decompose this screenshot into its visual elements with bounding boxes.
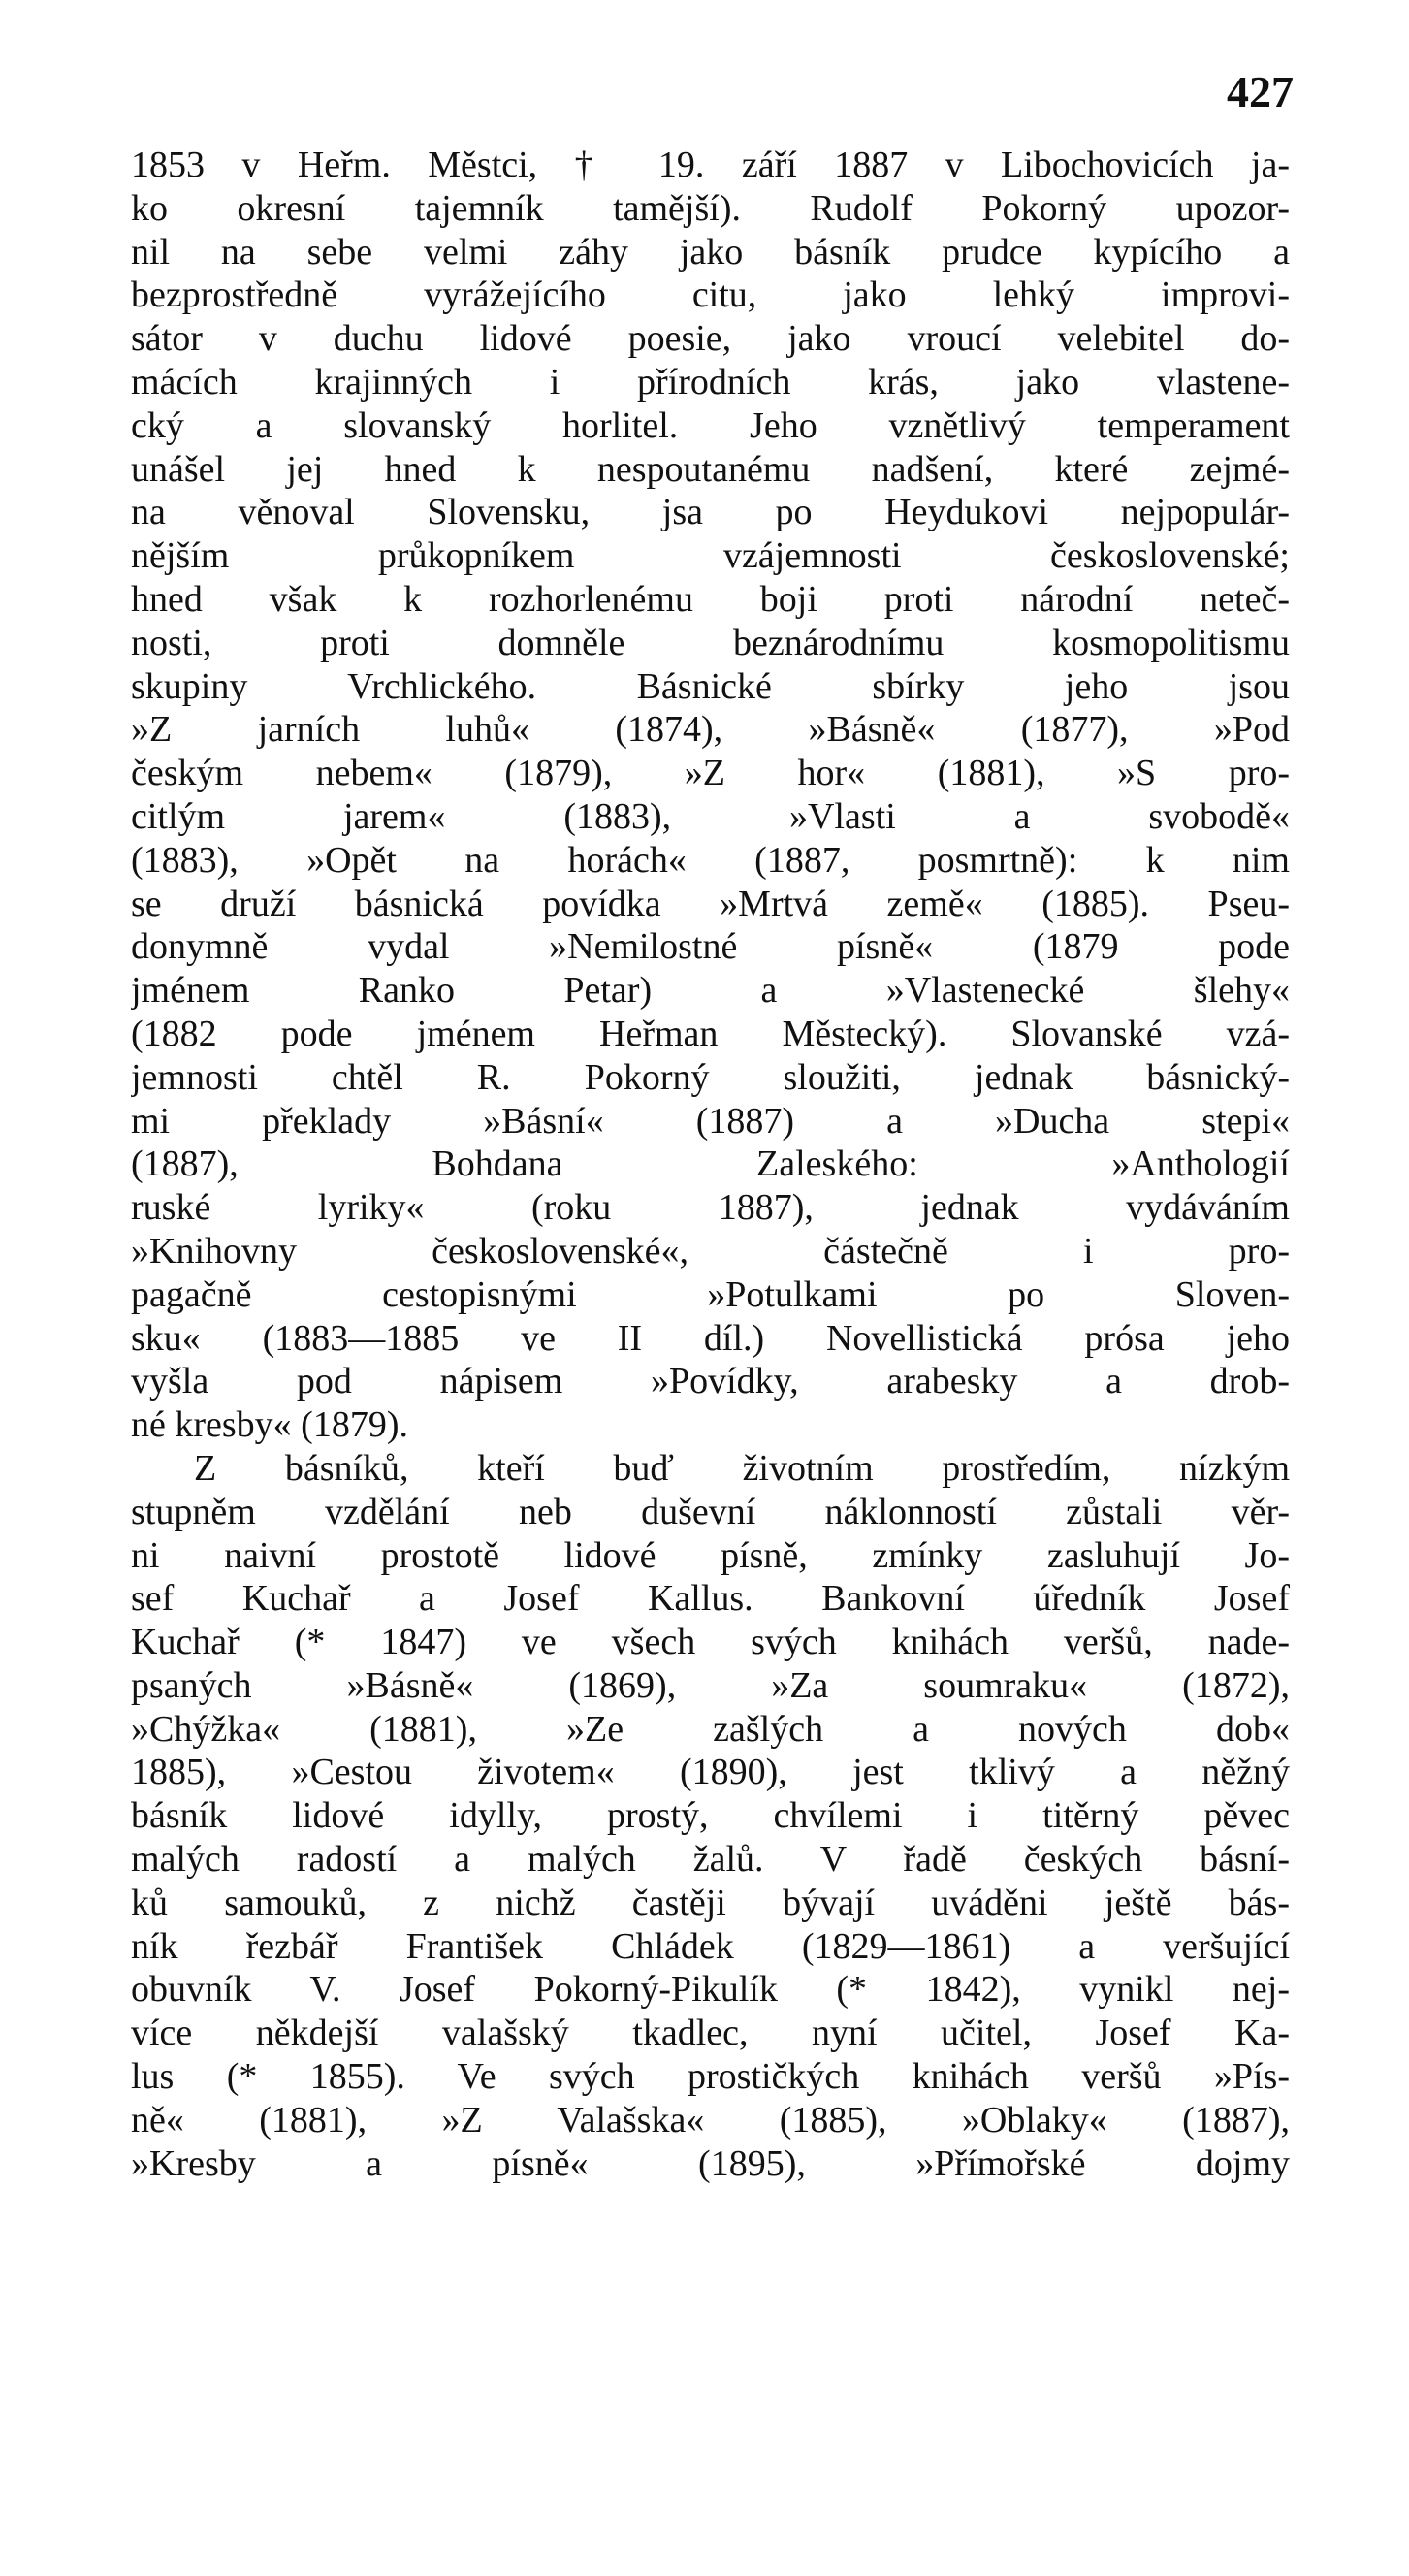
text-line: ni naivní prostotě lidové písně, zmínky zasluhují Jo- bbox=[131, 1534, 1290, 1576]
text-line: více někdejší valašský tkadlec, nyní učitel, Josef Ka- bbox=[131, 2012, 1290, 2054]
text-line: jménem Ranko Petar) a »Vlastenecké šlehy« bbox=[131, 970, 1290, 1012]
text-line: citlým jarem« (1883), »Vlasti a svobodě« bbox=[131, 795, 1290, 837]
text-line: 1853 v Heřm. Městci, † 19. září 1887 v Libochovicích ja- bbox=[131, 145, 1290, 185]
text-line: se druží básnická povídka »Mrtvá země« (1885). Pseu- bbox=[131, 883, 1290, 924]
text-line: 1885), »Cestou životem« (1890), jest tklivý a něžný bbox=[131, 1752, 1290, 1793]
text-line: cký a slovanský horlitel. Jeho vznětlivý temperament bbox=[131, 404, 1290, 446]
text-line: nosti, proti domněle beznárodnímu kosmopolitismu bbox=[131, 622, 1290, 663]
text-line: (1883), »Opět na horách« (1887, posmrtně): k nim bbox=[131, 839, 1290, 881]
text-line: sátor v duchu lidové poesie, jako vroucí velebitel do- bbox=[131, 318, 1290, 360]
text-line: skupiny Vrchlického. Básnické sbírky jeho jsou bbox=[131, 665, 1290, 707]
text-line: lus (* 1855). Ve svých prostičkých knihách veršů »Pís- bbox=[131, 2056, 1290, 2098]
text-line: »Knihovny československé«, částečně i pro- bbox=[131, 1230, 1290, 1272]
text-line: ník řezbář František Chládek (1829—1861) a veršující bbox=[131, 1925, 1290, 1967]
text-line: jemnosti chtěl R. Pokorný sloužiti, jednak básnický- bbox=[131, 1056, 1290, 1098]
body-text bbox=[131, 144, 1290, 2185]
text-line: pagačně cestopisnými »Potulkami po Sloven- bbox=[131, 1273, 1290, 1315]
text-line: sef Kuchař a Josef Kallus. Bankovní úředník Josef bbox=[131, 1578, 1290, 1620]
text-line: malých radostí a malých žalů. V řadě českých básní- bbox=[131, 1839, 1290, 1881]
text-line: unášel jej hned k nespoutanému nadšení, které zejmé- bbox=[131, 448, 1290, 490]
text-line: (1882 pode jménem Heřman Městecký). Slovanské vzá- bbox=[131, 1013, 1290, 1054]
text-line: obuvník V. Josef Pokorný-Pikulík (* 1842), vynikl nej- bbox=[131, 1969, 1290, 2011]
text-line: stupněm vzdělání neb duševní náklonností zůstali věr- bbox=[131, 1491, 1290, 1532]
text-line: »Z jarních luhů« (1874), »Básně« (1877), »Pod bbox=[131, 709, 1290, 751]
text-line: ně« (1881), »Z Valašska« (1885), »Oblaky« (1887), bbox=[131, 2099, 1290, 2141]
text-line: českým nebem« (1879), »Z hor« (1881), »S pro- bbox=[131, 753, 1290, 794]
page-number: 427 bbox=[1227, 67, 1294, 116]
text-line: psaných »Básně« (1869), »Za soumraku« (1872), bbox=[131, 1664, 1290, 1706]
text-line: ků samouků, z nichž častěji bývají uváděni ještě bás- bbox=[131, 1882, 1290, 1923]
text-line: né kresby« (1879). bbox=[131, 1404, 408, 1446]
text-line: »Kresby a písně« (1895), »Přímořské dojmy bbox=[131, 2142, 1290, 2184]
text-line: Kuchař (* 1847) ve všech svých knihách veršů, nade- bbox=[131, 1622, 1290, 1663]
text-line: bezprostředně vyrážejícího citu, jako lehký improvi- bbox=[131, 274, 1290, 316]
text-line: (1887), Bohdana Zaleského: »Anthologií bbox=[131, 1143, 1290, 1185]
text-line: mácích krajinných i přírodních krás, jako vlastene- bbox=[131, 361, 1290, 402]
text-line: mi překlady »Básní« (1887) a »Ducha stepi« bbox=[131, 1100, 1290, 1142]
text-line: básník lidové idylly, prostý, chvílemi i titěrný pěvec bbox=[131, 1795, 1290, 1837]
text-line: vyšla pod nápisem »Povídky, arabesky a drob- bbox=[131, 1361, 1290, 1402]
text-line: nil na sebe velmi záhy jako básník prudce kypícího a bbox=[131, 231, 1290, 273]
text-line: ruské lyriky« (roku 1887), jednak vydáváním bbox=[131, 1187, 1290, 1229]
text-line: Z básníků, kteří buď životním prostředím, nízkým bbox=[194, 1447, 1290, 1489]
text-line: ko okresní tajemník tamější). Rudolf Pokorný upozor- bbox=[131, 187, 1290, 229]
text-line: hned však k rozhorlenému boji proti národní neteč- bbox=[131, 578, 1290, 620]
text-line: nějším průkopníkem vzájemnosti československé; bbox=[131, 535, 1290, 577]
text-line: na věnoval Slovensku, jsa po Heydukovi nejpopulár- bbox=[131, 492, 1290, 533]
text-line: donymně vydal »Nemilostné písně« (1879 pode bbox=[131, 926, 1290, 968]
text-line: sku« (1883—1885 ve II díl.) Novellistická prósa jeho bbox=[131, 1317, 1290, 1359]
text-line: »Chýžka« (1881), »Ze zašlých a nových dob« bbox=[131, 1708, 1290, 1750]
